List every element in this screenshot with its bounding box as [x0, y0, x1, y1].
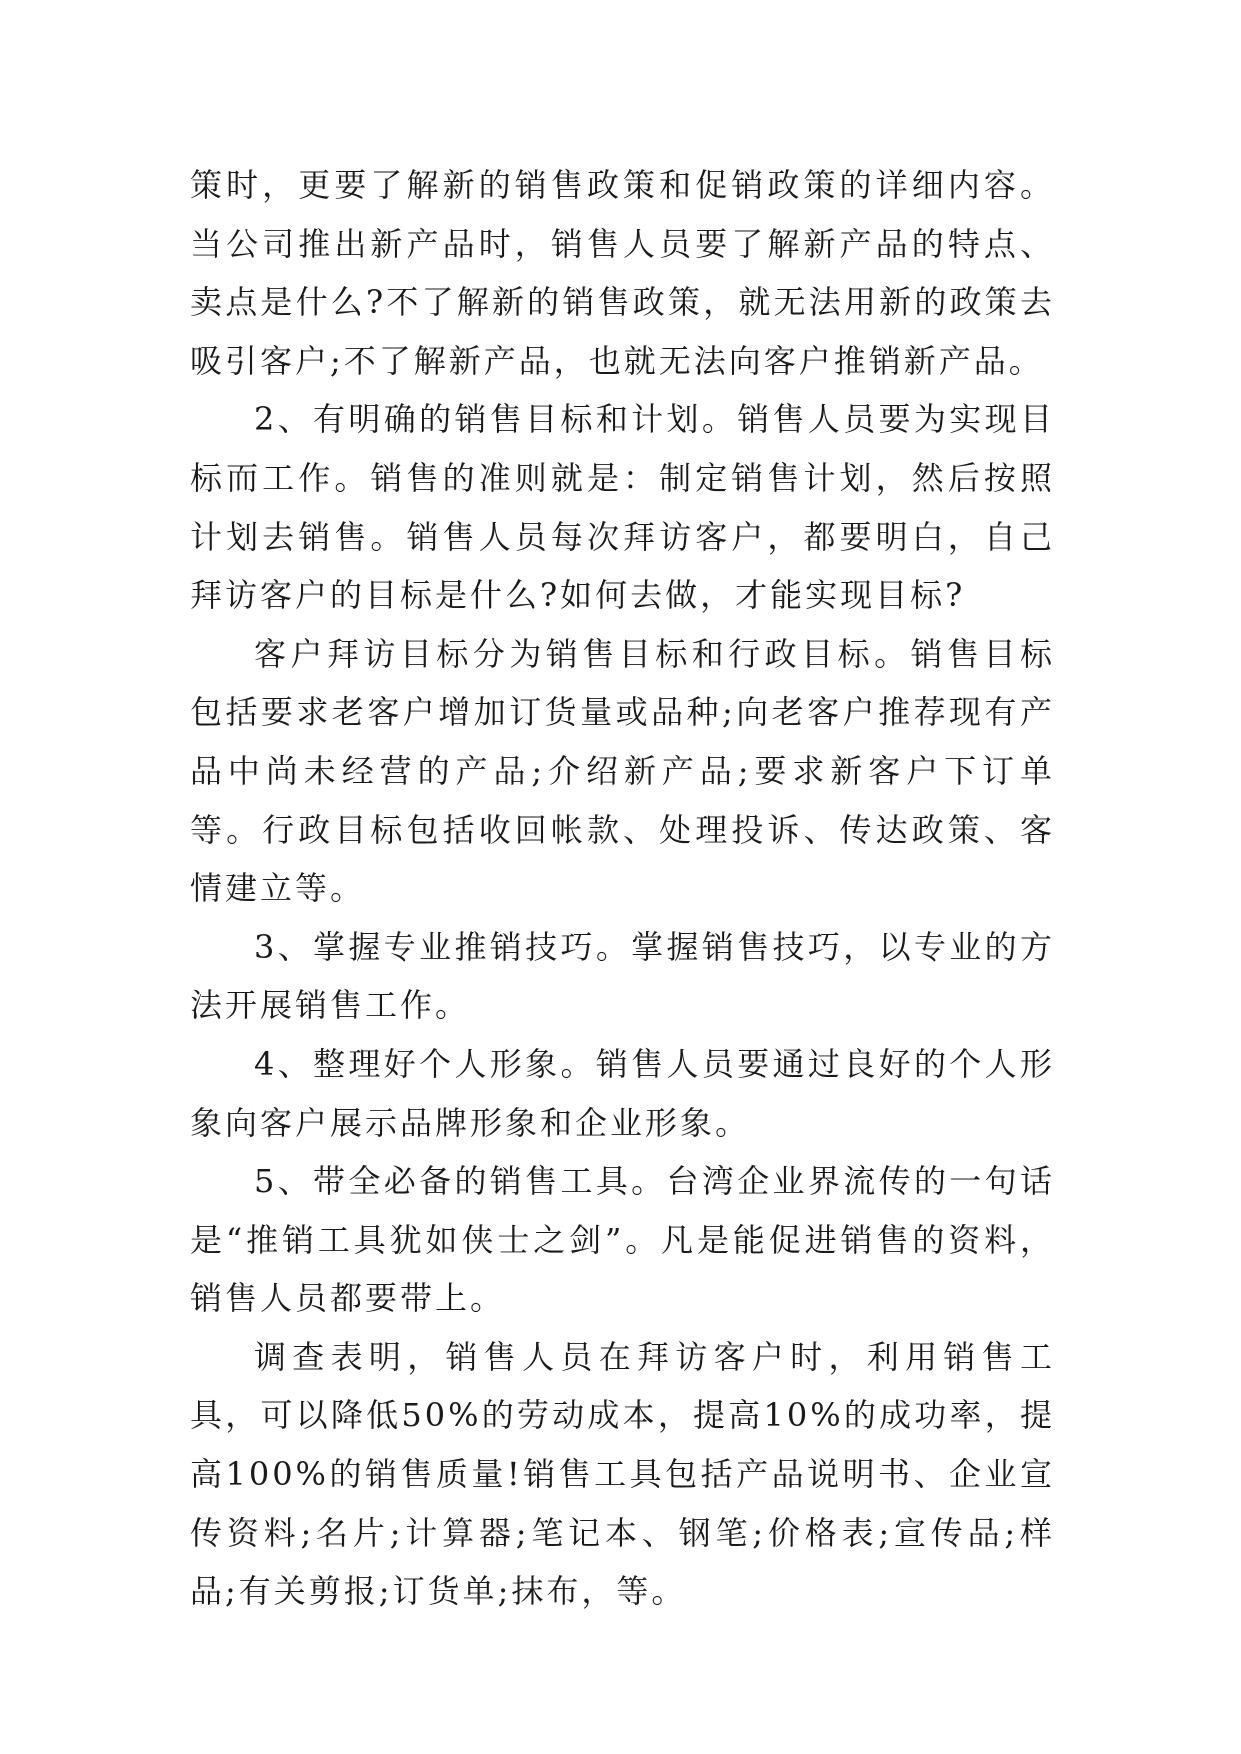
paragraph-3: 客户拜访目标分为销售目标和行政目标。销售目标包括要求老客户增加订货量或品种;向老客户推荐现有产品中尚未经营的产品;介绍新产品;要求新客户下订单等。行政目标包括收回帐款、处理投诉、传达政策、客情建立等。 — [190, 634, 1055, 908]
paragraph-5: 4、整理好个人形象。销售人员要通过良好的个人形象向客户展示品牌形象和企业形象。 — [190, 1044, 1055, 1142]
paragraph-1: 策时，更要了解新的销售政策和促销政策的详细内容。当公司推出新产品时，销售人员要了解新产品的特点、卖点是什么?不了解新的销售政策，就无法用新的政策去吸引客户;不了解新产品，也就无法向客户推销新产品。 — [190, 166, 1055, 380]
document-body — [190, 156, 1055, 1621]
paragraph-4: 3、掌握专业推销技巧。掌握销售技巧，以专业的方法开展销售工作。 — [190, 927, 1055, 1025]
paragraph-6: 5、带全必备的销售工具。台湾企业界流传的一句话是“推销工具犹如侠士之剑”。凡是能促进销售的资料，销售人员都要带上。 — [190, 1162, 1055, 1318]
paragraph-2: 2、有明确的销售目标和计划。销售人员要为实现目标而工作。销售的准则就是：制定销售计划，然后按照计划去销售。销售人员每次拜访客户，都要明白，自己拜访客户的目标是什么?如何去做，才能实现目标? — [190, 400, 1055, 615]
paragraph-7: 调查表明，销售人员在拜访客户时，利用销售工具，可以降低50%的劳动成本，提高10%的成功率，提高100%的销售质量!销售工具包括产品说明书、企业宣传资料;名片;计算器;笔记本、钢笔;价格表;宣传品;样品;有关剪报;订货单;抹布，等。 — [190, 1337, 1055, 1611]
